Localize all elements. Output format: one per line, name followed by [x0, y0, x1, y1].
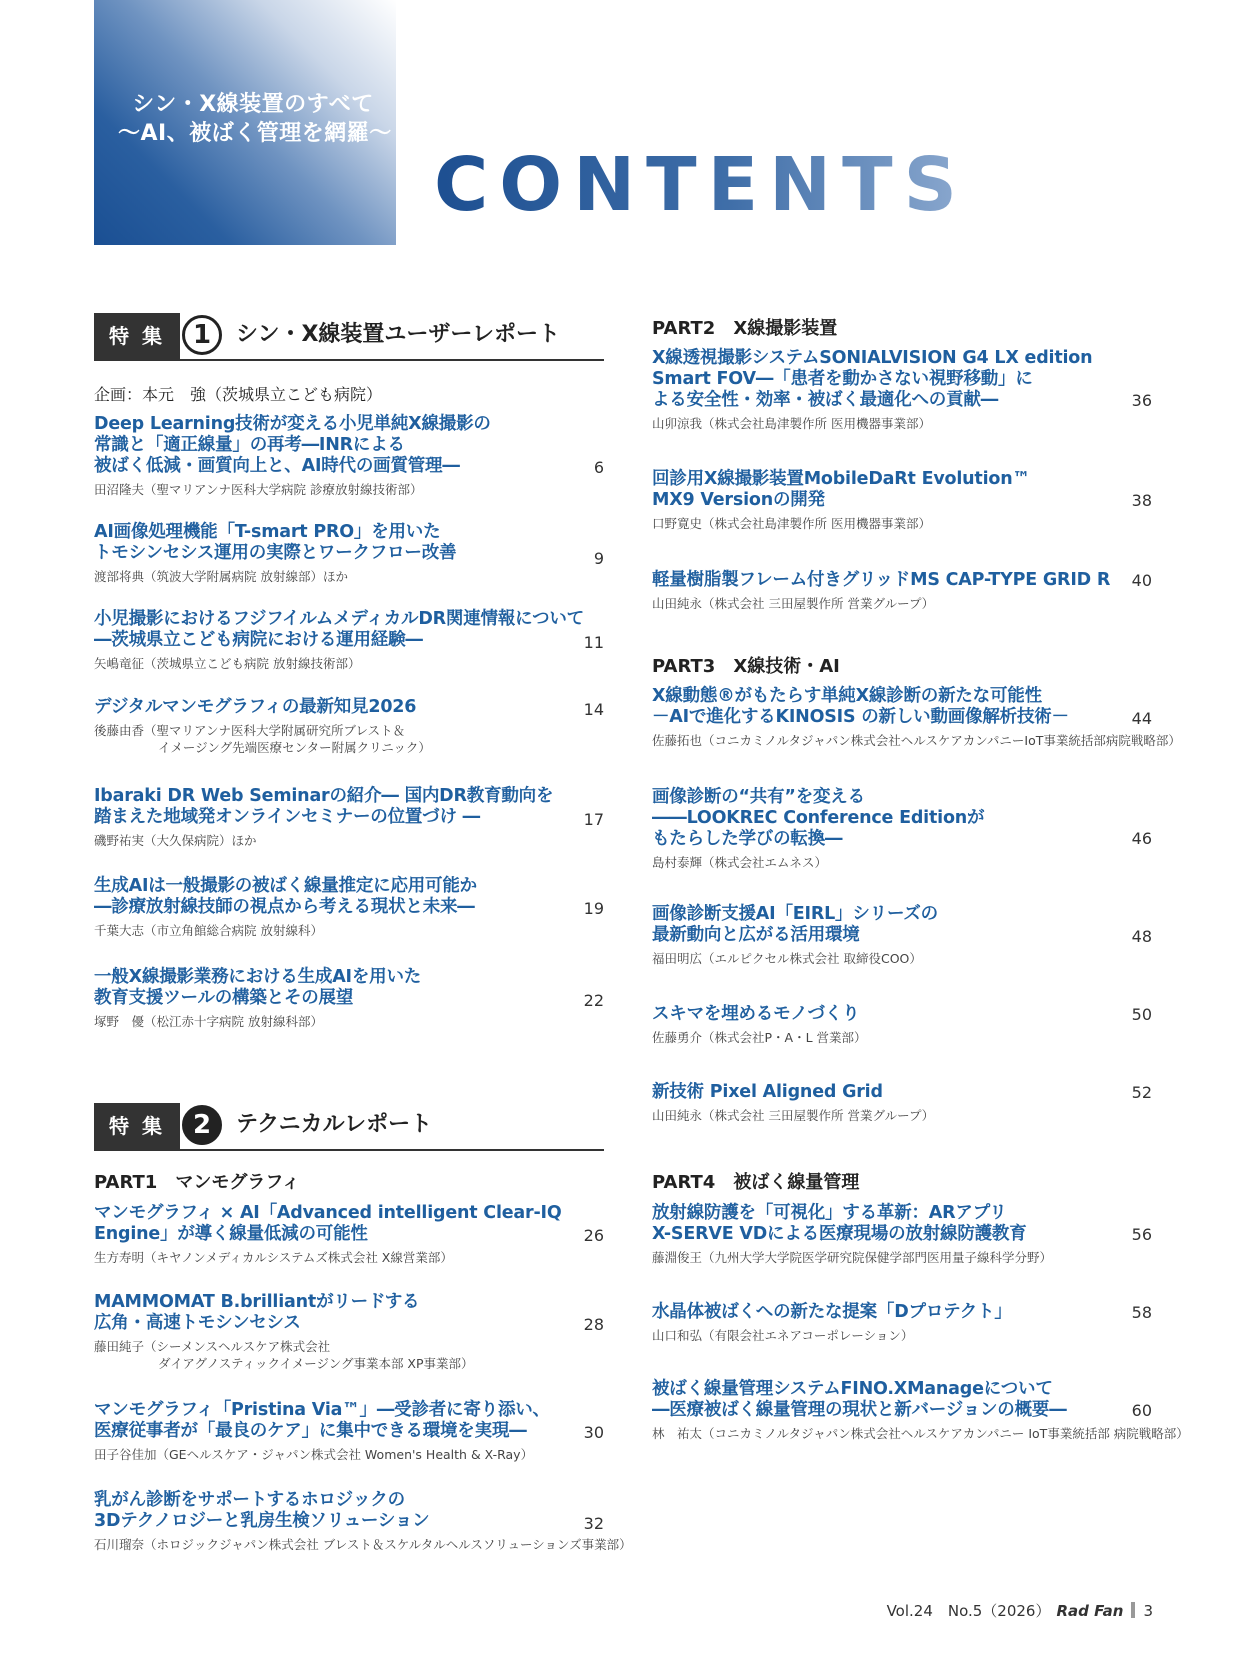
toc-entry[interactable] [652, 348, 1152, 432]
part-heading: PART2 X線撮影装置 [652, 318, 838, 339]
entry-title[interactable]: Ibaraki DR Web Seminarの紹介― 国内DR教育動向を 踏まえた地域発オンラインセミナーの位置づけ ― [94, 786, 554, 827]
feature-badge: 特 集 [94, 313, 180, 359]
part-heading: PART1 マンモグラフィ [94, 1172, 300, 1193]
page-number: 26 [583, 1226, 604, 1245]
entry-title[interactable]: マンモグラフィ「Pristina Via™」―受診者に寄り添い、 医療従事者が「最良のケア」に集中できる環境を実現― [94, 1400, 550, 1441]
entry-author: 山卯涼我（株式会社島津製作所 医用機器事業部） [652, 416, 931, 431]
entry-title[interactable]: 被ばく線量管理システムFINO.XManageについて ―医療被ばく線量管理の現状と新バージョンの概要― [652, 1379, 1067, 1420]
page-number: 38 [1131, 491, 1152, 510]
planner-credit: 企画：本元 強（茨城県立こども病院） [94, 385, 383, 404]
entry-author: 山口和弘（有限会社エネアコーポレーション） [652, 1328, 914, 1343]
entry-title[interactable]: 画像診断支援AI「EIRL」シリーズの 最新動向と広がる活用環境 [652, 904, 938, 945]
entry-title[interactable]: X線透視撮影システムSONIALVISION G4 LX edition Smart FOV―「患者を動かさない視野移動」に よる安全性・効率・被ばく最適化への貢献― [652, 348, 1093, 410]
page-number: 46 [1131, 829, 1152, 848]
page-number: 14 [583, 700, 604, 719]
page-number: 6 [593, 458, 604, 477]
contents-heading: CONTENTS [434, 142, 968, 228]
page-number: 48 [1131, 927, 1152, 946]
entry-title[interactable]: Deep Learning技術が変える小児単純X線撮影の 常識と「適正線量」の再考―INRによる 被ばく低減・画質向上と、AI時代の画質管理― [94, 414, 491, 476]
footer-divider [1131, 1602, 1135, 1618]
magazine-name: Rad Fan [1056, 1602, 1124, 1620]
toc-entry[interactable] [94, 414, 604, 498]
toc-entry[interactable] [94, 967, 604, 1030]
page-number: 36 [1131, 391, 1152, 410]
toc-entry[interactable] [652, 686, 1181, 749]
entry-title[interactable]: AI画像処理機能「T-smart PRO」を用いた トモシンセシス運用の実際とワークフロー改善 [94, 522, 457, 563]
toc-entry[interactable] [652, 1082, 1152, 1124]
entry-title[interactable]: 生成AIは一般撮影の被ばく線量推定に応用可能か ―診療放射線技師の視点から考える現状と未来― [94, 876, 477, 917]
toc-entry[interactable] [652, 1203, 1152, 1266]
toc-entry[interactable] [94, 609, 604, 672]
toc-entry[interactable] [94, 876, 604, 939]
page-number: 32 [583, 1514, 604, 1533]
entry-author: 佐藤勇介（株式会社P・A・L 営業部） [652, 1030, 867, 1045]
toc-entry[interactable] [94, 1292, 604, 1372]
page-number: 44 [1131, 709, 1152, 728]
page-number: 50 [1131, 1005, 1152, 1024]
entry-title[interactable]: デジタルマンモグラフィの最新知見2026 [94, 697, 417, 717]
feature-1-header [94, 313, 604, 361]
entry-author: 島村泰輝（株式会社エムネス） [652, 855, 828, 870]
entry-author: 塚野 優（松江赤十字病院 放射線科部） [94, 1014, 323, 1029]
entry-title[interactable]: 軽量樹脂製フレーム付きグリッドMS CAP-TYPE GRID R [652, 570, 1111, 590]
page-number: 40 [1131, 571, 1152, 590]
entry-title[interactable]: 水晶体被ばくへの新たな提案「Dプロテクト」 [652, 1302, 1012, 1322]
entry-author: 佐藤拓也（コニカミノルタジャパン株式会社ヘルスケアカンパニーIoT事業統括部病院戦略部） [652, 733, 1181, 748]
entry-title[interactable]: 一般X線撮影業務における生成AIを用いた 教育支援ツールの構築とその展望 [94, 967, 422, 1008]
part-heading: PART3 X線技術・AI [652, 656, 840, 677]
page-number: 28 [583, 1315, 604, 1334]
toc-entry[interactable] [94, 1400, 604, 1463]
entry-author: 藤淵俊王（九州大学大学院医学研究院保健学部門医用量子線科学分野） [652, 1250, 1053, 1265]
page-number: 58 [1131, 1303, 1152, 1322]
feature-2-header [94, 1103, 604, 1151]
entry-title[interactable]: X線動態®がもたらす単純X線診断の新たな可能性 －AIで進化するKINOSIS の新しい動画像解析技術－ [652, 686, 1069, 727]
page-number: 11 [583, 633, 604, 652]
special-issue-title: シン・X線装置のすべて 〜AI、被ばく管理を網羅〜 [118, 92, 392, 146]
entry-author: 矢嶋竜征（茨城県立こども病院 放射線技術部） [94, 656, 361, 671]
entry-author: 林 祐太（コニカミノルタジャパン株式会社ヘルスケアカンパニー IoT事業統括部 病院戦略部） [652, 1426, 1189, 1441]
toc-entry[interactable] [652, 904, 1152, 967]
page-number: 22 [583, 991, 604, 1010]
entry-author: 福田明広（エルピクセル株式会社 取締役COO） [652, 951, 922, 966]
entry-author: 千葉大志（市立角館総合病院 放射線科） [94, 923, 323, 938]
entry-title[interactable]: マンモグラフィ × AI「Advanced intelligent Clear-IQ Engine」が導く線量低減の可能性 [94, 1203, 562, 1244]
feature-title: テクニカルレポート [236, 1112, 433, 1137]
entry-title[interactable]: 小児撮影におけるフジフイルムメディカルDR関連情報について ―茨城県立こども病院における運用経験― [94, 609, 584, 650]
toc-entry[interactable] [94, 1203, 604, 1266]
entry-author: 田沼隆夫（聖マリアンナ医科大学病院 診療放射線技術部） [94, 482, 423, 497]
page-footer [887, 1600, 1153, 1621]
entry-author: 藤田純子（シーメンスヘルスケア株式会社 ダイアグノスティックイメージング事業本部 XP事業部） [94, 1339, 474, 1371]
page-number: 60 [1131, 1401, 1152, 1420]
feature-badge: 特 集 [94, 1103, 180, 1149]
entry-author: 口野寛史（株式会社島津製作所 医用機器事業部） [652, 516, 931, 531]
page-number: 52 [1131, 1083, 1152, 1102]
page-number: 30 [583, 1423, 604, 1442]
entry-author: 後藤由香（聖マリアンナ医科大学附属研究所ブレスト＆ イメージング先端医療センター附属クリニック） [94, 723, 431, 755]
entry-title[interactable]: スキマを埋めるモノづくり [652, 1004, 860, 1024]
entry-title[interactable]: 乳がん診断をサポートするホロジックの 3Dテクノロジーと乳房生検ソリューション [94, 1490, 430, 1531]
folio-page-number: 3 [1143, 1602, 1153, 1620]
toc-entry[interactable] [652, 1302, 1152, 1344]
toc-entry[interactable] [94, 522, 604, 585]
entry-title[interactable]: 新技術 Pixel Aligned Grid [652, 1082, 883, 1102]
page-number: 19 [583, 899, 604, 918]
toc-entry[interactable] [652, 1004, 1152, 1046]
entry-author: 石川瑠奈（ホロジックジャパン株式会社 ブレスト＆スケルタルヘルスソリューションズ事業部） [94, 1537, 632, 1552]
part-heading: PART4 被ばく線量管理 [652, 1172, 860, 1193]
feature-number: 1 [182, 315, 222, 355]
page-number: 56 [1131, 1225, 1152, 1244]
entry-title[interactable]: 放射線防護を「可視化」する革新：ARアプリ X-SERVE VDによる医療現場の放射線防護教育 [652, 1203, 1027, 1244]
toc-entry[interactable] [652, 1379, 1189, 1442]
feature-title: シン・X線装置ユーザーレポート [236, 322, 560, 347]
page-number: 9 [593, 549, 604, 568]
entry-author: 磯野祐実（大久保病院）ほか [94, 833, 257, 848]
entry-title[interactable]: 回診用X線撮影装置MobileDaRt Evolution™ MX9 Versionの開発 [652, 469, 1030, 510]
toc-entry[interactable] [652, 469, 1152, 532]
entry-title[interactable]: MAMMOMAT B.brilliantがリードする 広角・高速トモシンセシス [94, 1292, 420, 1333]
entry-author: 生方寿明（キヤノンメディカルシステムズ株式会社 X線営業部） [94, 1250, 453, 1265]
toc-entry[interactable] [652, 787, 1152, 871]
toc-entry[interactable] [94, 1490, 632, 1553]
hero-banner [94, 0, 396, 245]
page-number: 17 [583, 810, 604, 829]
entry-author: 渡部将典（筑波大学附属病院 放射線部）ほか [94, 569, 348, 584]
entry-author: 山田純永（株式会社 三田屋製作所 営業グループ） [652, 596, 935, 611]
entry-author: 山田純永（株式会社 三田屋製作所 営業グループ） [652, 1108, 935, 1123]
toc-entry[interactable] [94, 697, 604, 756]
issue-volume: Vol.24 No.5（2026） [886, 1602, 1051, 1620]
entry-author: 田子谷佳加（GEヘルスケア・ジャパン株式会社 Women's Health & X-Ray） [94, 1447, 534, 1462]
entry-title[interactable]: 画像診断の“共有”を変える ――LOOKREC Conference Editionが もたらした学びの転換― [652, 787, 985, 849]
toc-entry[interactable] [94, 786, 604, 849]
toc-entry[interactable] [652, 570, 1152, 612]
feature-number: 2 [182, 1105, 222, 1145]
